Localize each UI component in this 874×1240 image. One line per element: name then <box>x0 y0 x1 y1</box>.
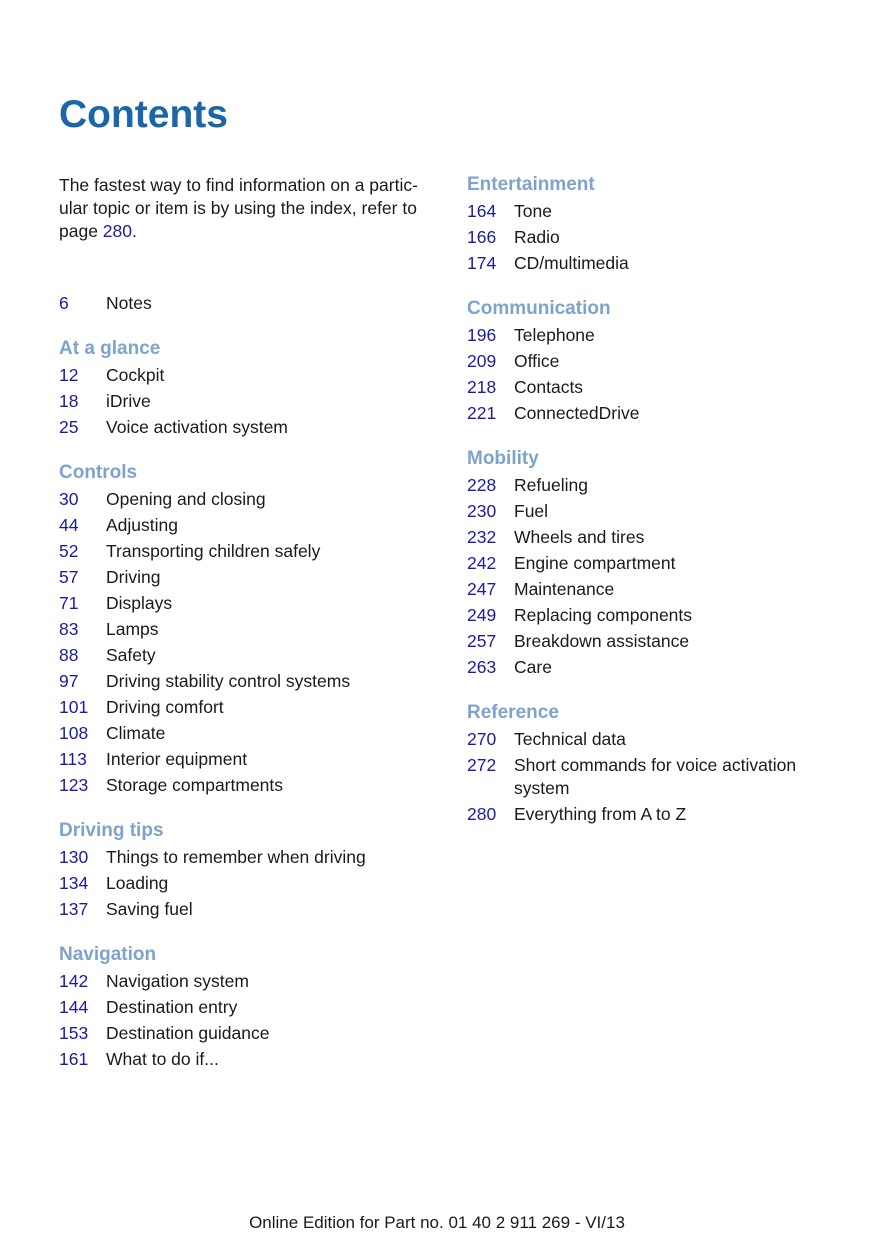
toc-entry[interactable] <box>467 524 857 550</box>
toc-entry-label[interactable]: Maintenance <box>514 579 615 599</box>
toc-page-number[interactable]: 257 <box>467 631 497 651</box>
toc-entry-label[interactable]: Contacts <box>514 377 584 397</box>
toc-page-number[interactable]: 164 <box>467 201 497 221</box>
toc-entry[interactable] <box>59 512 449 538</box>
toc-section-heading[interactable]: Reference <box>467 702 559 723</box>
toc-entry-label[interactable]: Navigation system <box>106 971 249 991</box>
toc-entry[interactable] <box>467 472 857 498</box>
toc-entry-label[interactable]: Destination entry <box>106 997 238 1017</box>
toc-page-number[interactable]: 97 <box>59 671 79 691</box>
toc-entry-label[interactable]: Fuel <box>514 501 549 521</box>
intro-text: page <box>59 221 103 241</box>
intro-line: The fastest way to find information on a partic- <box>59 175 418 195</box>
toc-entry[interactable] <box>467 726 857 752</box>
toc-section-reference <box>467 700 857 827</box>
toc-entry-label[interactable]: Wheels and tires <box>514 527 645 547</box>
toc-page-number[interactable]: 130 <box>59 847 89 867</box>
toc-page-number[interactable]: 12 <box>59 365 79 385</box>
toc-entry[interactable] <box>467 628 857 654</box>
toc-entry[interactable] <box>59 388 449 414</box>
toc-entry[interactable] <box>59 772 449 798</box>
toc-entry-label[interactable]: What to do if... <box>106 1049 219 1069</box>
toc-entry-label[interactable]: Care <box>514 657 552 677</box>
toc-entry-label[interactable]: Loading <box>106 873 169 893</box>
toc-page-number[interactable]: 263 <box>467 657 497 677</box>
toc-entry[interactable] <box>59 844 449 870</box>
toc-page-number[interactable]: 228 <box>467 475 497 495</box>
toc-page-number[interactable]: 161 <box>59 1049 89 1069</box>
toc-section-entertainment <box>467 172 857 276</box>
toc-entry[interactable] <box>467 602 857 628</box>
toc-entry[interactable] <box>59 1046 449 1072</box>
toc-entry-label[interactable]: Telephone <box>514 325 595 345</box>
toc-entry[interactable] <box>59 590 449 616</box>
toc-section-heading[interactable]: Mobility <box>467 448 539 469</box>
index-page-link[interactable]: 280 <box>102 221 132 241</box>
toc-page-number[interactable]: 71 <box>59 593 79 613</box>
toc-page-number[interactable]: 123 <box>59 775 89 795</box>
toc-page-number[interactable]: 134 <box>59 873 89 893</box>
toc-entry-label[interactable]: Driving <box>106 567 161 587</box>
toc-entry-label[interactable]: Safety <box>106 645 156 665</box>
toc-page-number[interactable]: 232 <box>467 527 497 547</box>
toc-page-number[interactable]: 57 <box>59 567 79 587</box>
toc-entry-label[interactable]: Displays <box>106 593 173 613</box>
toc-page-number[interactable]: 272 <box>467 755 497 775</box>
toc-section-communication <box>467 296 857 426</box>
toc-entry[interactable] <box>59 1020 449 1046</box>
toc-entry-label[interactable]: Short commands for voice activation system <box>514 755 797 798</box>
toc-page-number[interactable]: 113 <box>59 749 87 769</box>
toc-entry-label[interactable]: Things to remember when driving <box>106 847 366 867</box>
toc-entry-label[interactable]: Lamps <box>106 619 159 639</box>
toc-entry-label[interactable]: Interior equipment <box>106 749 248 769</box>
toc-entry[interactable] <box>467 198 857 224</box>
toc-entry[interactable] <box>59 564 449 590</box>
toc-page-number[interactable]: 88 <box>59 645 79 665</box>
toc-page-number[interactable]: 153 <box>59 1023 89 1043</box>
toc-entry-label[interactable]: Cockpit <box>106 365 165 385</box>
toc-page-number[interactable]: 218 <box>467 377 497 397</box>
toc-page-number[interactable]: 209 <box>467 351 497 371</box>
toc-entry-label[interactable]: ConnectedDrive <box>514 403 640 423</box>
toc-entry-label[interactable]: Opening and closing <box>106 489 266 509</box>
toc-entry[interactable] <box>467 498 857 524</box>
footer-edition: Online Edition for Part no. 01 40 2 911 269 - VI/13 <box>249 1213 625 1232</box>
toc-section-heading[interactable]: At a glance <box>59 338 161 359</box>
toc-entry[interactable] <box>59 616 449 642</box>
toc-section-navigation <box>59 942 449 1072</box>
toc-entry-label[interactable]: Adjusting <box>106 515 178 535</box>
toc-section-heading[interactable]: Entertainment <box>467 174 595 195</box>
toc-section-driving-tips <box>59 818 449 922</box>
toc-page-number[interactable]: 242 <box>467 553 497 573</box>
toc-entry-label[interactable]: Radio <box>514 227 560 247</box>
toc-entry-label[interactable]: Office <box>514 351 560 371</box>
toc-entry[interactable] <box>59 694 449 720</box>
toc-entry[interactable] <box>59 290 449 316</box>
intro-paragraph <box>59 174 439 243</box>
toc-entry-label[interactable]: Driving comfort <box>106 697 224 717</box>
toc-page-number[interactable]: 25 <box>59 417 79 437</box>
toc-entry[interactable] <box>59 720 449 746</box>
toc-page-number[interactable]: 108 <box>59 723 89 743</box>
toc-entry[interactable] <box>467 550 857 576</box>
toc-section-controls <box>59 460 449 798</box>
toc-page-number[interactable]: 144 <box>59 997 89 1017</box>
toc-entry[interactable] <box>59 486 449 512</box>
toc-entry[interactable] <box>467 654 857 680</box>
toc-entry-label[interactable]: Everything from A to Z <box>514 804 687 824</box>
toc-page-number[interactable]: 247 <box>467 579 497 599</box>
toc-notes <box>59 290 449 316</box>
toc-page-number[interactable]: 18 <box>59 391 79 411</box>
toc-entry[interactable] <box>59 362 449 388</box>
toc-page-number[interactable]: 52 <box>59 541 79 561</box>
toc-entry-label[interactable]: Climate <box>106 723 166 743</box>
toc-entry[interactable] <box>467 576 857 602</box>
toc-page-number[interactable]: 280 <box>467 804 497 824</box>
toc-entry-label[interactable]: CD/multimedia <box>514 253 629 273</box>
toc-page-number[interactable]: 142 <box>59 971 89 991</box>
toc-entry[interactable] <box>59 994 449 1020</box>
toc-entry-label[interactable]: iDrive <box>106 391 151 411</box>
toc-section-heading[interactable]: Controls <box>59 462 138 483</box>
toc-entry[interactable] <box>59 668 449 694</box>
toc-page-number[interactable]: 230 <box>467 501 497 521</box>
toc-entry-label[interactable]: Notes <box>106 293 152 313</box>
toc-entry-label[interactable]: Voice activation system <box>106 417 288 437</box>
toc-entry-label[interactable]: Storage compartments <box>106 775 284 795</box>
toc-entry[interactable] <box>467 348 857 374</box>
intro-line: ular topic or item is by using the index, refer to <box>59 198 417 218</box>
toc-entry[interactable] <box>467 801 857 827</box>
toc-entry-label[interactable]: Tone <box>514 201 552 221</box>
toc-page-number[interactable]: 101 <box>59 697 89 717</box>
toc-entry[interactable] <box>59 414 449 440</box>
toc-page-number[interactable]: 44 <box>59 515 79 535</box>
toc-entry[interactable] <box>59 538 449 564</box>
toc-page-number[interactable]: 166 <box>467 227 497 247</box>
toc-entry-label[interactable]: Technical data <box>514 729 626 749</box>
toc-page-number[interactable]: 196 <box>467 325 497 345</box>
toc-entry-label[interactable]: Driving stability control systems <box>106 671 351 691</box>
toc-entry-label[interactable]: Transporting children safely <box>106 541 321 561</box>
toc-page-number[interactable]: 174 <box>467 253 497 273</box>
toc-entry-label[interactable]: Replacing components <box>514 605 693 625</box>
toc-entry[interactable] <box>59 746 449 772</box>
toc-entry[interactable] <box>467 322 857 348</box>
page-title: Contents <box>59 93 228 136</box>
toc-section-mobility <box>467 446 857 680</box>
toc-entry[interactable] <box>59 896 449 922</box>
toc-section-heading[interactable]: Navigation <box>59 944 157 965</box>
toc-entry-label[interactable]: Breakdown assistance <box>514 631 690 651</box>
toc-entry[interactable] <box>59 642 449 668</box>
toc-entry[interactable] <box>467 374 857 400</box>
toc-page-number[interactable]: 270 <box>467 729 497 749</box>
toc-entry-label[interactable]: Saving fuel <box>106 899 193 919</box>
toc-section-at-a-glance <box>59 336 449 440</box>
toc-entry[interactable] <box>467 752 857 801</box>
toc-column-right <box>467 172 857 847</box>
toc-page-number[interactable]: 221 <box>467 403 497 423</box>
toc-entry[interactable] <box>59 870 449 896</box>
toc-entry[interactable] <box>467 250 857 276</box>
toc-column-left <box>59 290 449 1092</box>
toc-entry[interactable] <box>467 400 857 426</box>
toc-page-number[interactable]: 6 <box>59 293 69 313</box>
toc-entry[interactable] <box>467 224 857 250</box>
toc-entry-label[interactable]: Engine compartment <box>514 553 676 573</box>
intro-text: . <box>132 221 137 241</box>
intro-line <box>59 220 439 243</box>
toc-entry-label[interactable]: Refueling <box>514 475 588 495</box>
toc-section-heading[interactable]: Driving tips <box>59 820 164 841</box>
toc-entry-label[interactable]: Destination guidance <box>106 1023 270 1043</box>
toc-page-number[interactable]: 249 <box>467 605 497 625</box>
toc-section-heading[interactable]: Communication <box>467 298 611 319</box>
toc-page-number[interactable]: 30 <box>59 489 79 509</box>
toc-page-number[interactable]: 83 <box>59 619 79 639</box>
toc-entry[interactable] <box>59 968 449 994</box>
toc-page-number[interactable]: 137 <box>59 899 89 919</box>
